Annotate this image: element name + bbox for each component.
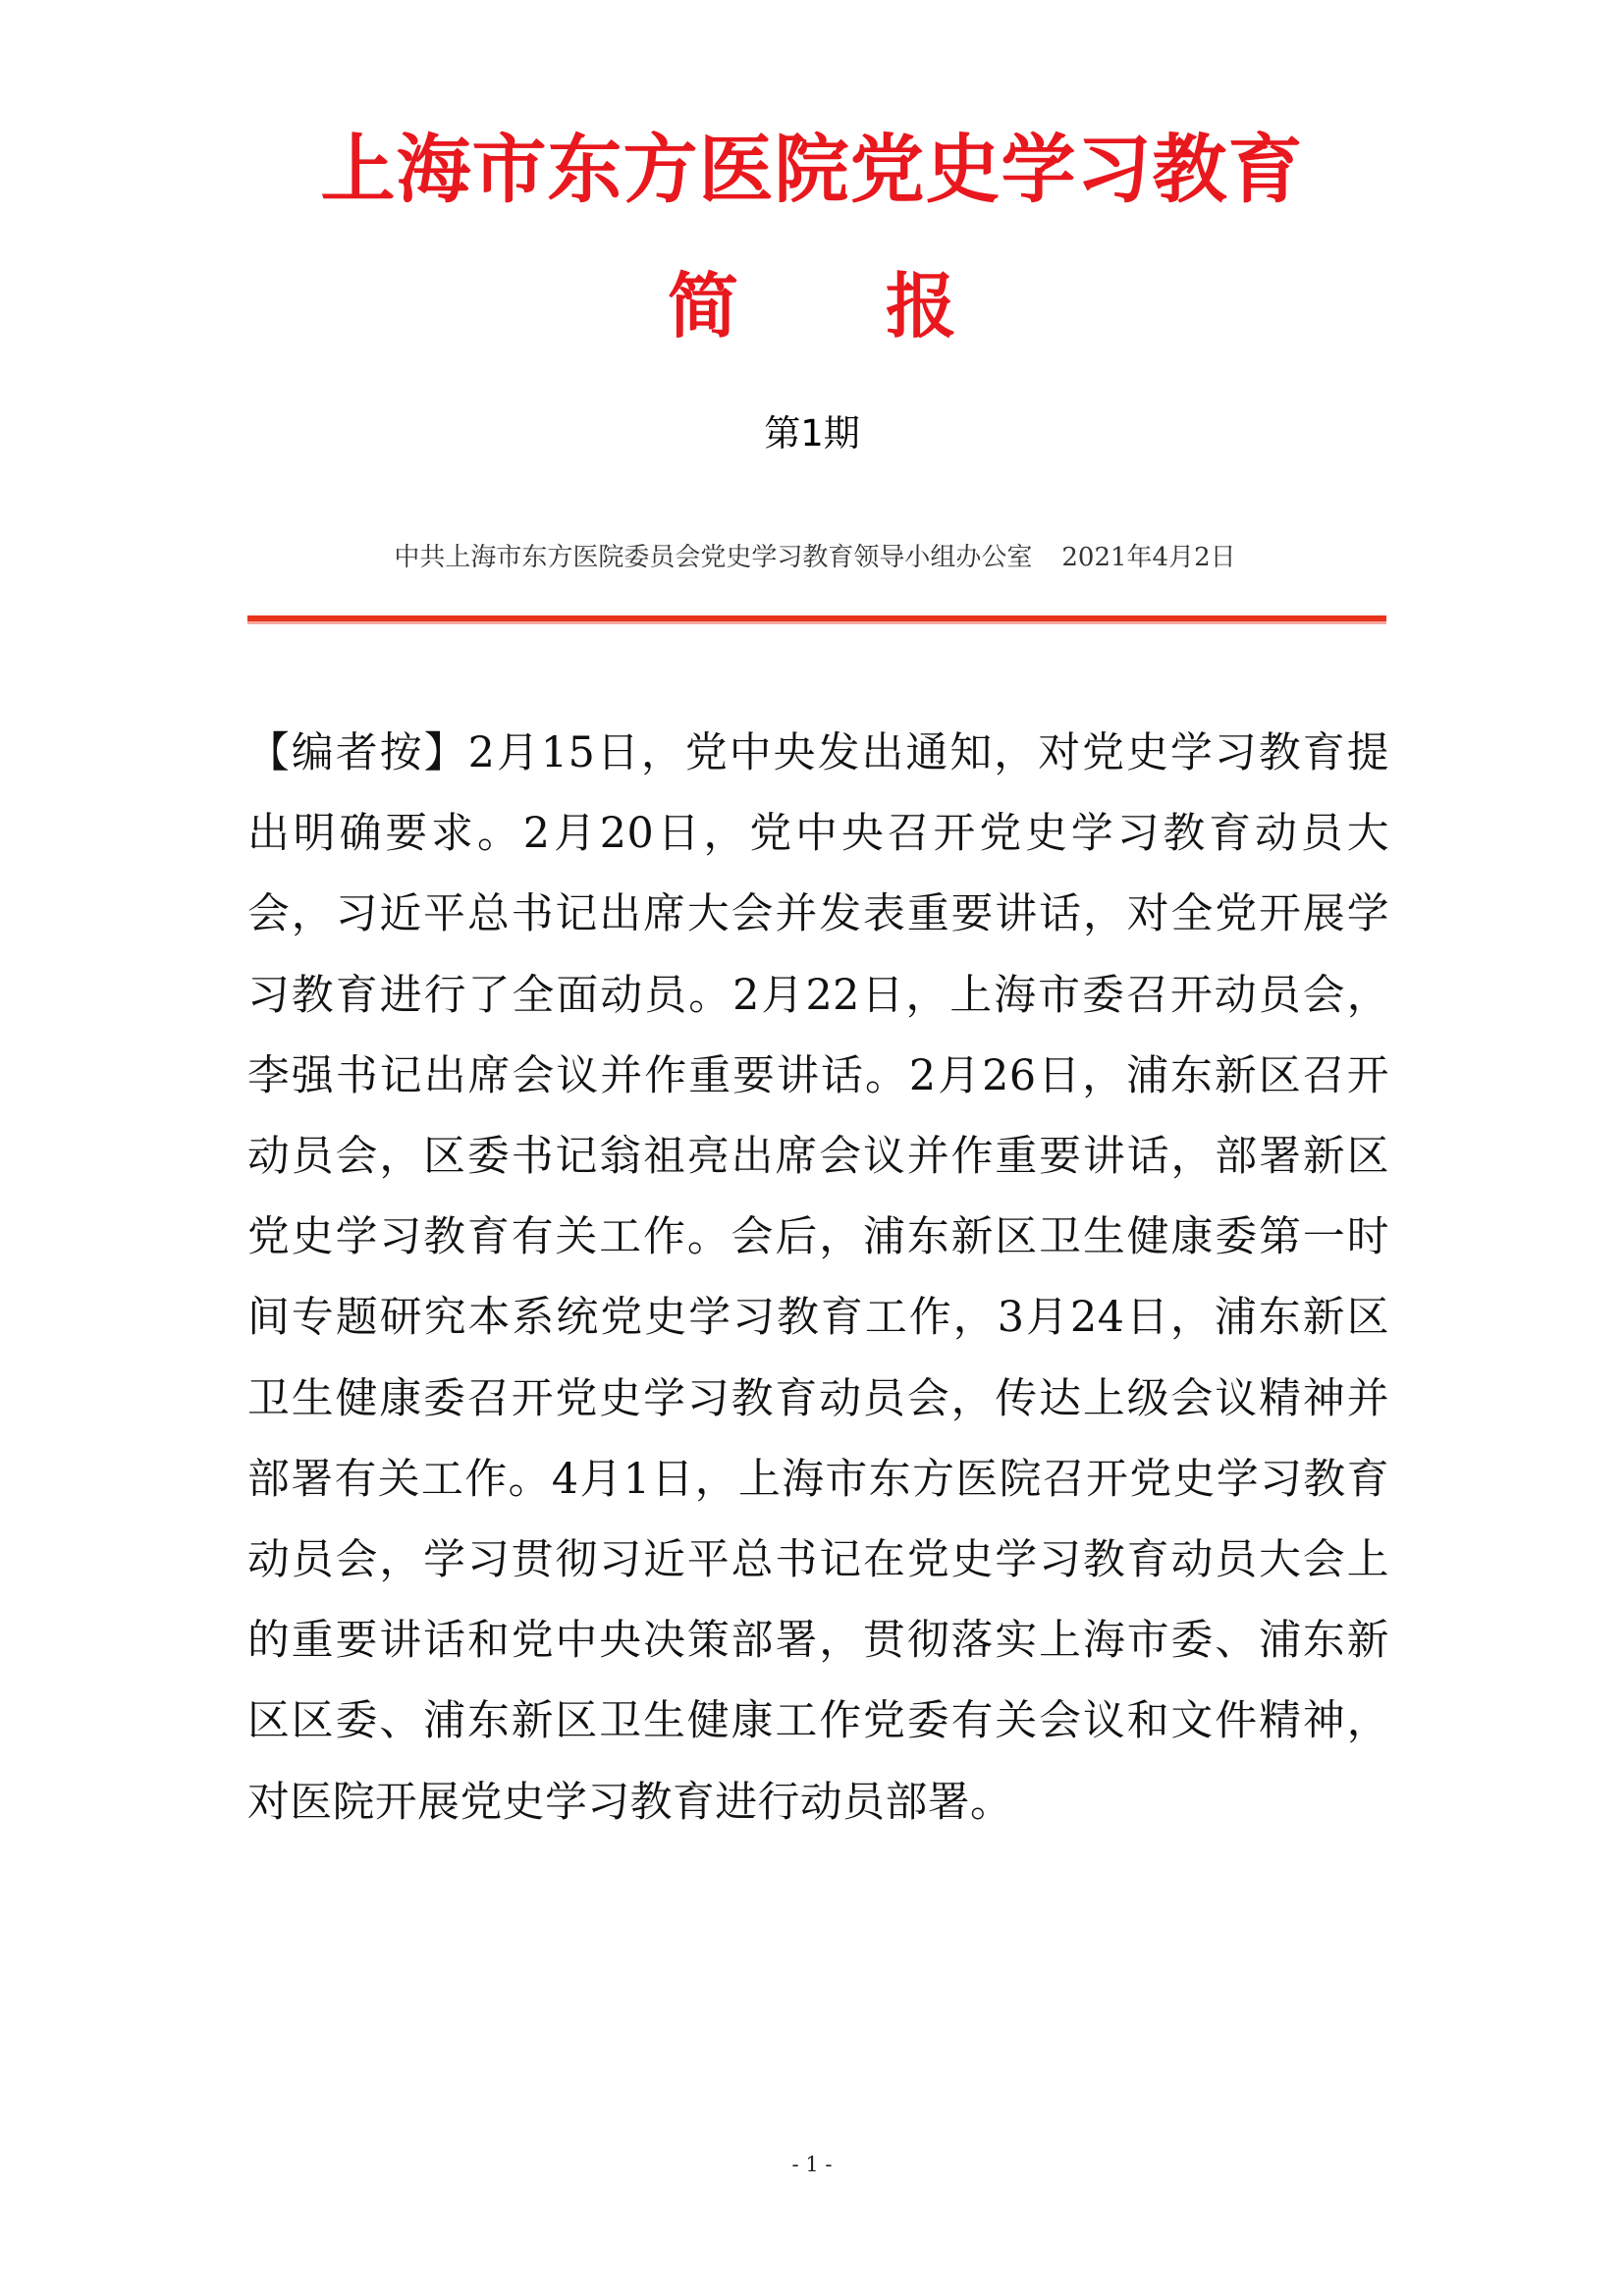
editor-note-paragraph: 【编者按】2月15日，党中央发出通知，对党史学习教育提出明确要求。2月20日，党中央召开党史学习教育动员大会，习近平总书记出席大会并发表重要讲话，对全党开展学习教育进行了全面动员。2月22日，上海市委召开动员会，李强书记出席会议并作重要讲话。2月26日，浦东新区召开动员会，区委书记翁祖亮出席会议并作重要讲话，部署新区党史学习教育有关工作。会后，浦东新区卫生健康委第一时间专题研究本系统党史学习教育工作，3月24日，浦东新区卫生健康委召开党史学习教育动员会，传达上级会议精神并部署有关工作。4月1日，上海市东方医院召开党史学习教育动员会，学习贯彻习近平总书记在党史学习教育动员大会上的重要讲话和党中央决策部署，贯彻落实上海市委、浦东新区区委、浦东新区卫生健康工作党委有关会议和文件精神，对医院开展党史学习教育进行动员部署。 xyxy=(247,728,1389,1827)
bulletin-subtitle xyxy=(0,257,1624,355)
bulletin-title: 上海市东方医院党史学习教育 xyxy=(320,126,1304,213)
issuer-line xyxy=(250,532,1380,583)
subtitle-char-bao: 报 xyxy=(886,264,957,347)
issuer-name: 中共上海市东方医院委员会党史学习教育领导小组办公室 xyxy=(394,543,1033,572)
issue-number: 第1期 xyxy=(764,412,860,454)
red-divider-shadow xyxy=(247,621,1386,624)
issue-date: 2021年4月2日 xyxy=(1061,543,1236,572)
page-number: - 1 - xyxy=(791,2153,833,2176)
subtitle-char-jian: 简 xyxy=(667,264,738,347)
